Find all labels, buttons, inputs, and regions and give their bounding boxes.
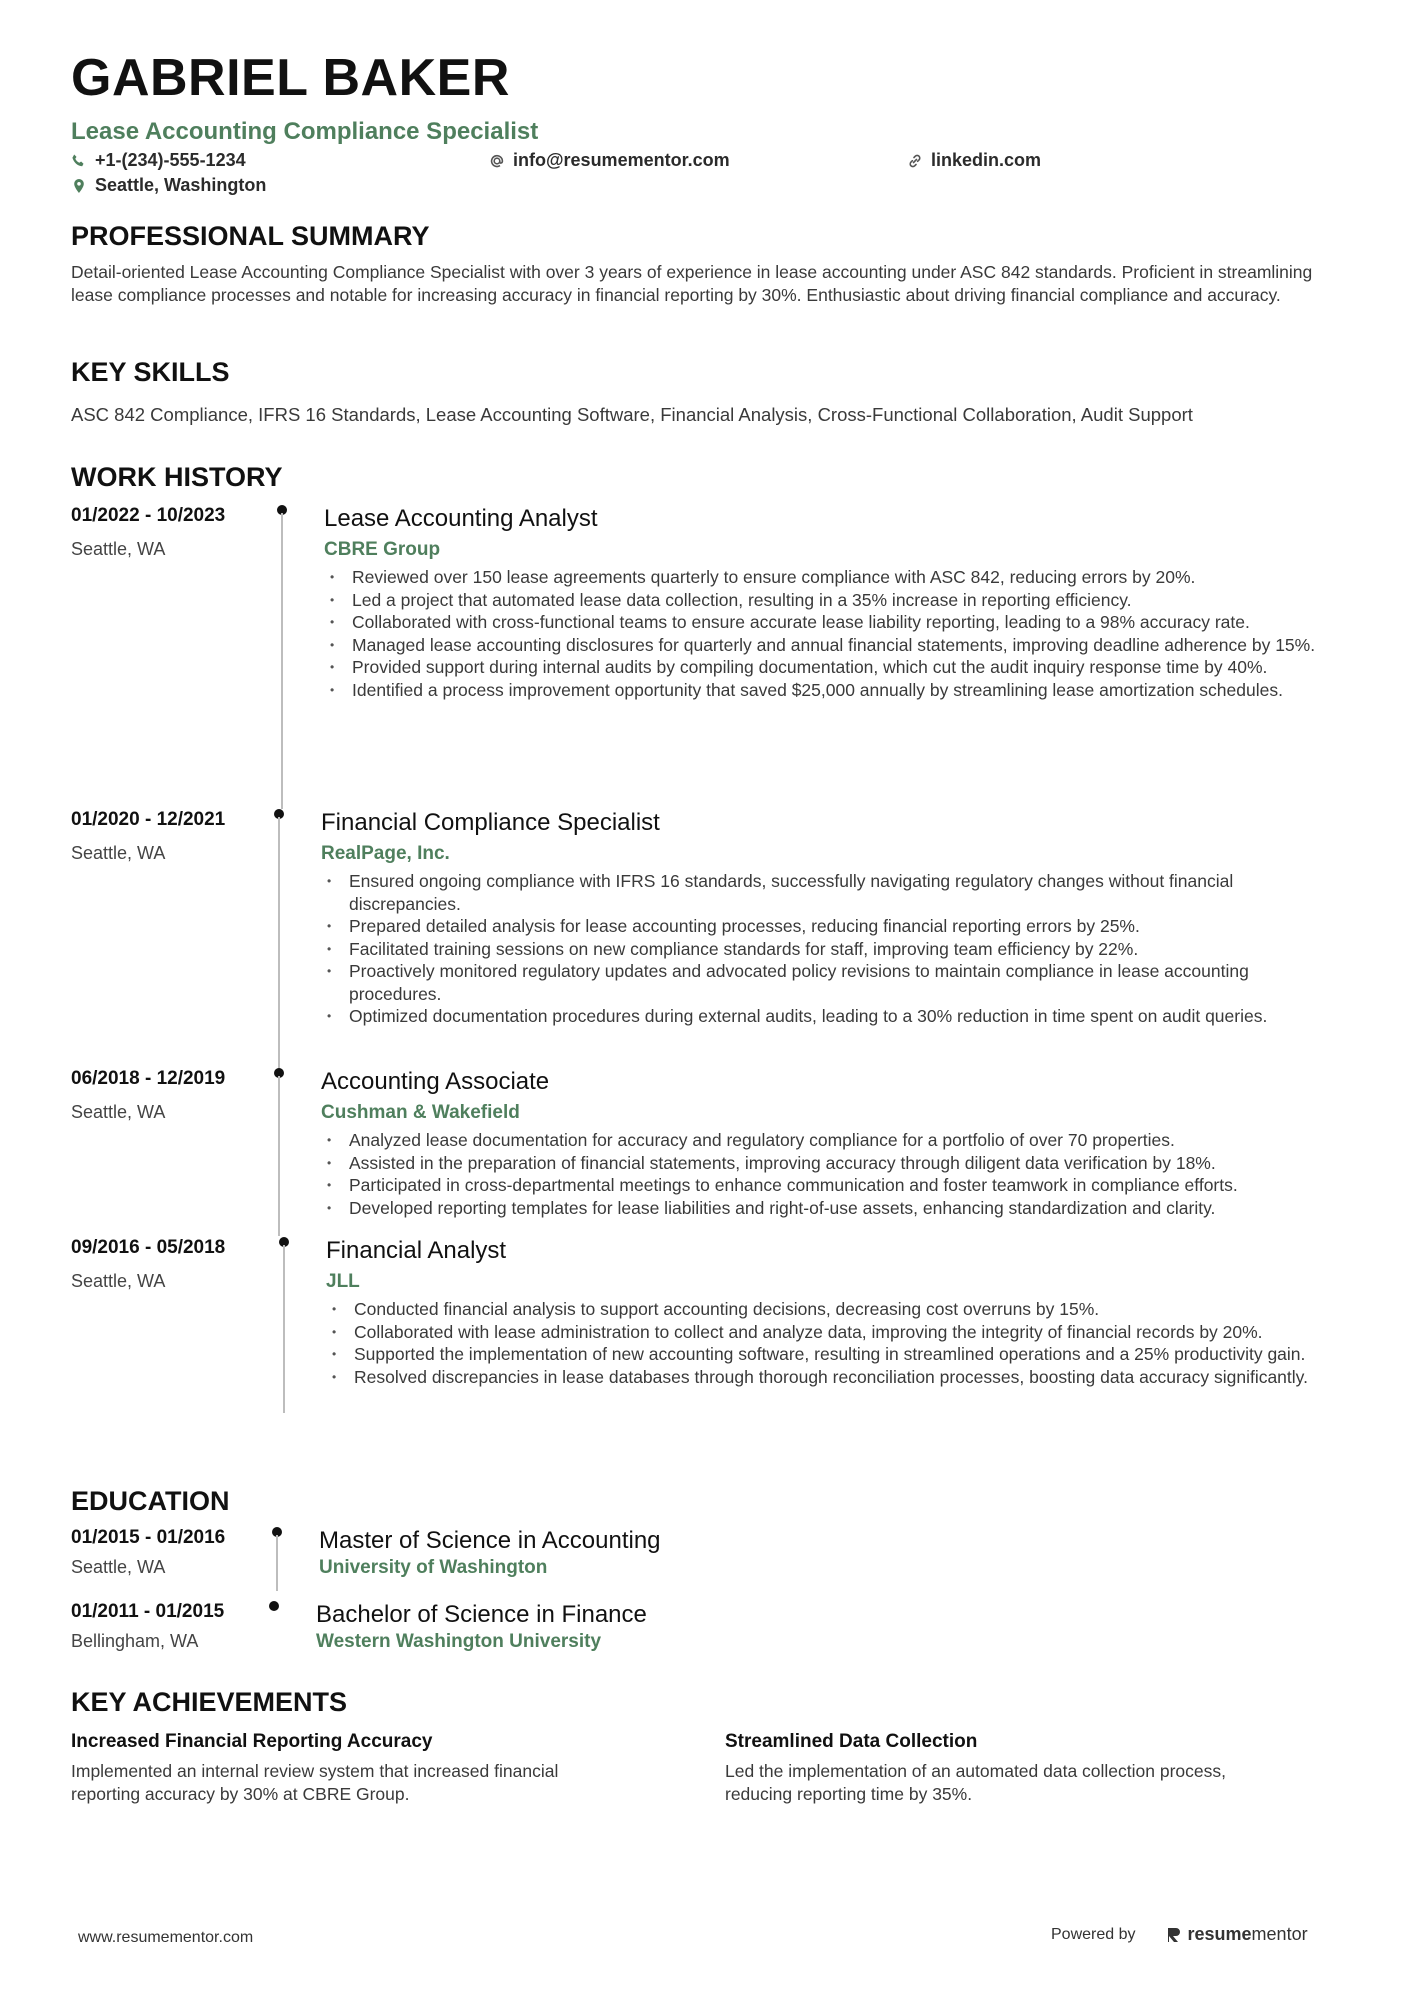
linkedin-text: linkedin.com <box>931 150 1042 170</box>
summary-text: Detail-oriented Lease Accounting Compliance Specialist with over 3 years of experience in lease accounting under ASC 842 standards. Proficient in streamlining lease compliance processes and notable for increasing accuracy in financial reporting by 30%. Enthusiastic about driving financial compliance and accuracy. <box>71 262 1313 305</box>
list-item: • Ensured ongoing compliance with IFRS 16 standards, successfully navigating regulatory changes without financial discrepancies. <box>321 870 1321 915</box>
timeline-dot <box>269 1601 279 1611</box>
phone-text: +1-(234)-555-1234 <box>95 150 246 170</box>
phone-contact[interactable] <box>71 150 246 171</box>
job-location: Seattle, WA <box>71 843 166 863</box>
job-bullets <box>321 870 1321 1028</box>
candidate-name: GABRIEL BAKER <box>71 49 510 107</box>
list-item: • Provided support during internal audits by compiling documentation, which cut the audit inquiry response time by 40%. <box>324 656 1324 679</box>
job-bullets <box>321 1129 1321 1219</box>
job-company: JLL <box>326 1271 360 1292</box>
list-item: • Optimized documentation procedures during external audits, leading to a 30% reduction in time spent on audit queries. <box>321 1005 1321 1028</box>
list-item: • Prepared detailed analysis for lease accounting processes, reducing financial reporting errors by 25%. <box>321 915 1321 938</box>
job-location: Seattle, WA <box>71 539 166 559</box>
school-name: Western Washington University <box>316 1631 602 1652</box>
job-company: RealPage, Inc. <box>321 843 450 864</box>
education-heading: EDUCATION <box>71 1486 230 1516</box>
skills-heading: KEY SKILLS <box>71 357 230 387</box>
education-dates: 01/2015 - 01/2016 <box>71 1527 226 1548</box>
email-text: info@resumementor.com <box>513 150 730 170</box>
list-item: • Managed lease accounting disclosures for quarterly and annual financial statements, improving deadline adherence by 15%. <box>324 634 1324 657</box>
location-contact <box>71 175 266 196</box>
at-icon <box>489 153 505 169</box>
job-dates: 09/2016 - 05/2018 <box>71 1237 226 1258</box>
email-contact[interactable] <box>489 150 730 171</box>
job-dates: 06/2018 - 12/2019 <box>71 1068 226 1089</box>
resumementor-logo-icon <box>1166 1926 1182 1944</box>
job-dates: 01/2020 - 12/2021 <box>71 809 226 830</box>
phone-icon <box>71 153 87 169</box>
job-location: Seattle, WA <box>71 1271 166 1291</box>
list-item: • Analyzed lease documentation for accuracy and regulatory compliance for a portfolio of over 70 properties. <box>321 1129 1321 1152</box>
list-item: • Proactively monitored regulatory updates and advocated policy revisions to maintain compliance in lease accounting procedures. <box>321 960 1321 1005</box>
list-item: • Assisted in the preparation of financial statements, improving accuracy through diligent data verification by 18%. <box>321 1152 1321 1175</box>
job-company: CBRE Group <box>324 539 441 560</box>
footer-branding <box>1051 1924 1308 1945</box>
education-location: Seattle, WA <box>71 1557 166 1577</box>
job-role: Lease Accounting Analyst <box>324 505 598 532</box>
list-item: • Collaborated with cross-functional teams to ensure accurate lease liability reporting, leading to a 98% accuracy rate. <box>324 611 1324 634</box>
degree-title: Bachelor of Science in Finance <box>316 1601 647 1628</box>
list-item: • Collaborated with lease administration to collect and analyze data, improving the integrity of financial records by 20%. <box>326 1321 1326 1344</box>
timeline-line <box>281 513 283 809</box>
achievement-title: Increased Financial Reporting Accuracy <box>71 1731 433 1752</box>
list-item: • Participated in cross-departmental meetings to enhance communication and foster teamwork in compliance efforts. <box>321 1174 1321 1197</box>
job-location: Seattle, WA <box>71 1102 166 1122</box>
location-text: Seattle, Washington <box>95 175 267 195</box>
job-company: Cushman & Wakefield <box>321 1102 520 1123</box>
timeline-line <box>278 817 280 1069</box>
achievement-text: Implemented an internal review system that increased financial reporting accuracy by 30% at CBRE Group. <box>71 1761 559 1804</box>
linkedin-contact[interactable] <box>907 150 1041 171</box>
list-item: • Resolved discrepancies in lease databases through thorough reconciliation processes, boosting data accuracy significantly. <box>326 1366 1326 1389</box>
job-role: Financial Compliance Specialist <box>321 809 660 836</box>
work-history-heading: WORK HISTORY <box>71 462 283 492</box>
brand-bold: resume <box>1187 1924 1252 1944</box>
skills-text: ASC 842 Compliance, IFRS 16 Standards, Lease Accounting Software, Financial Analysis, Cross-Functional Collaboration, Audit Support <box>71 404 1193 425</box>
brand-logo[interactable] <box>1166 1924 1308 1945</box>
link-icon <box>907 153 923 169</box>
job-role: Financial Analyst <box>326 1237 507 1264</box>
job-role: Accounting Associate <box>321 1068 550 1095</box>
timeline-line <box>276 1535 278 1591</box>
footer-website[interactable]: www.resumementor.com <box>78 1929 254 1946</box>
job-bullets <box>326 1298 1326 1388</box>
list-item: • Supported the implementation of new accounting software, resulting in streamlined operations and a 25% productivity gain. <box>326 1343 1326 1366</box>
education-location: Bellingham, WA <box>71 1631 199 1651</box>
list-item: • Facilitated training sessions on new compliance standards for staff, improving team efficiency by 22%. <box>321 938 1321 961</box>
brand-light: mentor <box>1251 1924 1308 1944</box>
list-item: • Reviewed over 150 lease agreements quarterly to ensure compliance with ASC 842, reducing errors by 20%. <box>324 566 1324 589</box>
school-name: University of Washington <box>319 1557 548 1578</box>
list-item: • Identified a process improvement opportunity that saved $25,000 annually by streamlining lease amortization schedules. <box>324 679 1324 702</box>
powered-by-label: Powered by <box>1051 1925 1136 1943</box>
map-pin-icon <box>71 178 87 194</box>
list-item: • Conducted financial analysis to support accounting decisions, decreasing cost overruns by 15%. <box>326 1298 1326 1321</box>
list-item: • Developed reporting templates for lease liabilities and right-of-use assets, enhancing standardization and clarity. <box>321 1197 1321 1220</box>
job-title: Lease Accounting Compliance Specialist <box>71 118 539 145</box>
summary-heading: PROFESSIONAL SUMMARY <box>71 221 430 251</box>
education-dates: 01/2011 - 01/2015 <box>71 1601 225 1622</box>
job-dates: 01/2022 - 10/2023 <box>71 505 226 526</box>
degree-title: Master of Science in Accounting <box>319 1527 661 1554</box>
list-item: • Led a project that automated lease data collection, resulting in a 35% increase in reporting efficiency. <box>324 589 1324 612</box>
achievement-text: Led the implementation of an automated data collection process, reducing reporting time by 35%. <box>725 1761 1227 1804</box>
achievements-heading: KEY ACHIEVEMENTS <box>71 1687 348 1717</box>
timeline-line <box>278 1076 280 1236</box>
timeline-line <box>283 1245 285 1413</box>
job-bullets <box>324 566 1324 701</box>
achievement-title: Streamlined Data Collection <box>725 1731 978 1752</box>
